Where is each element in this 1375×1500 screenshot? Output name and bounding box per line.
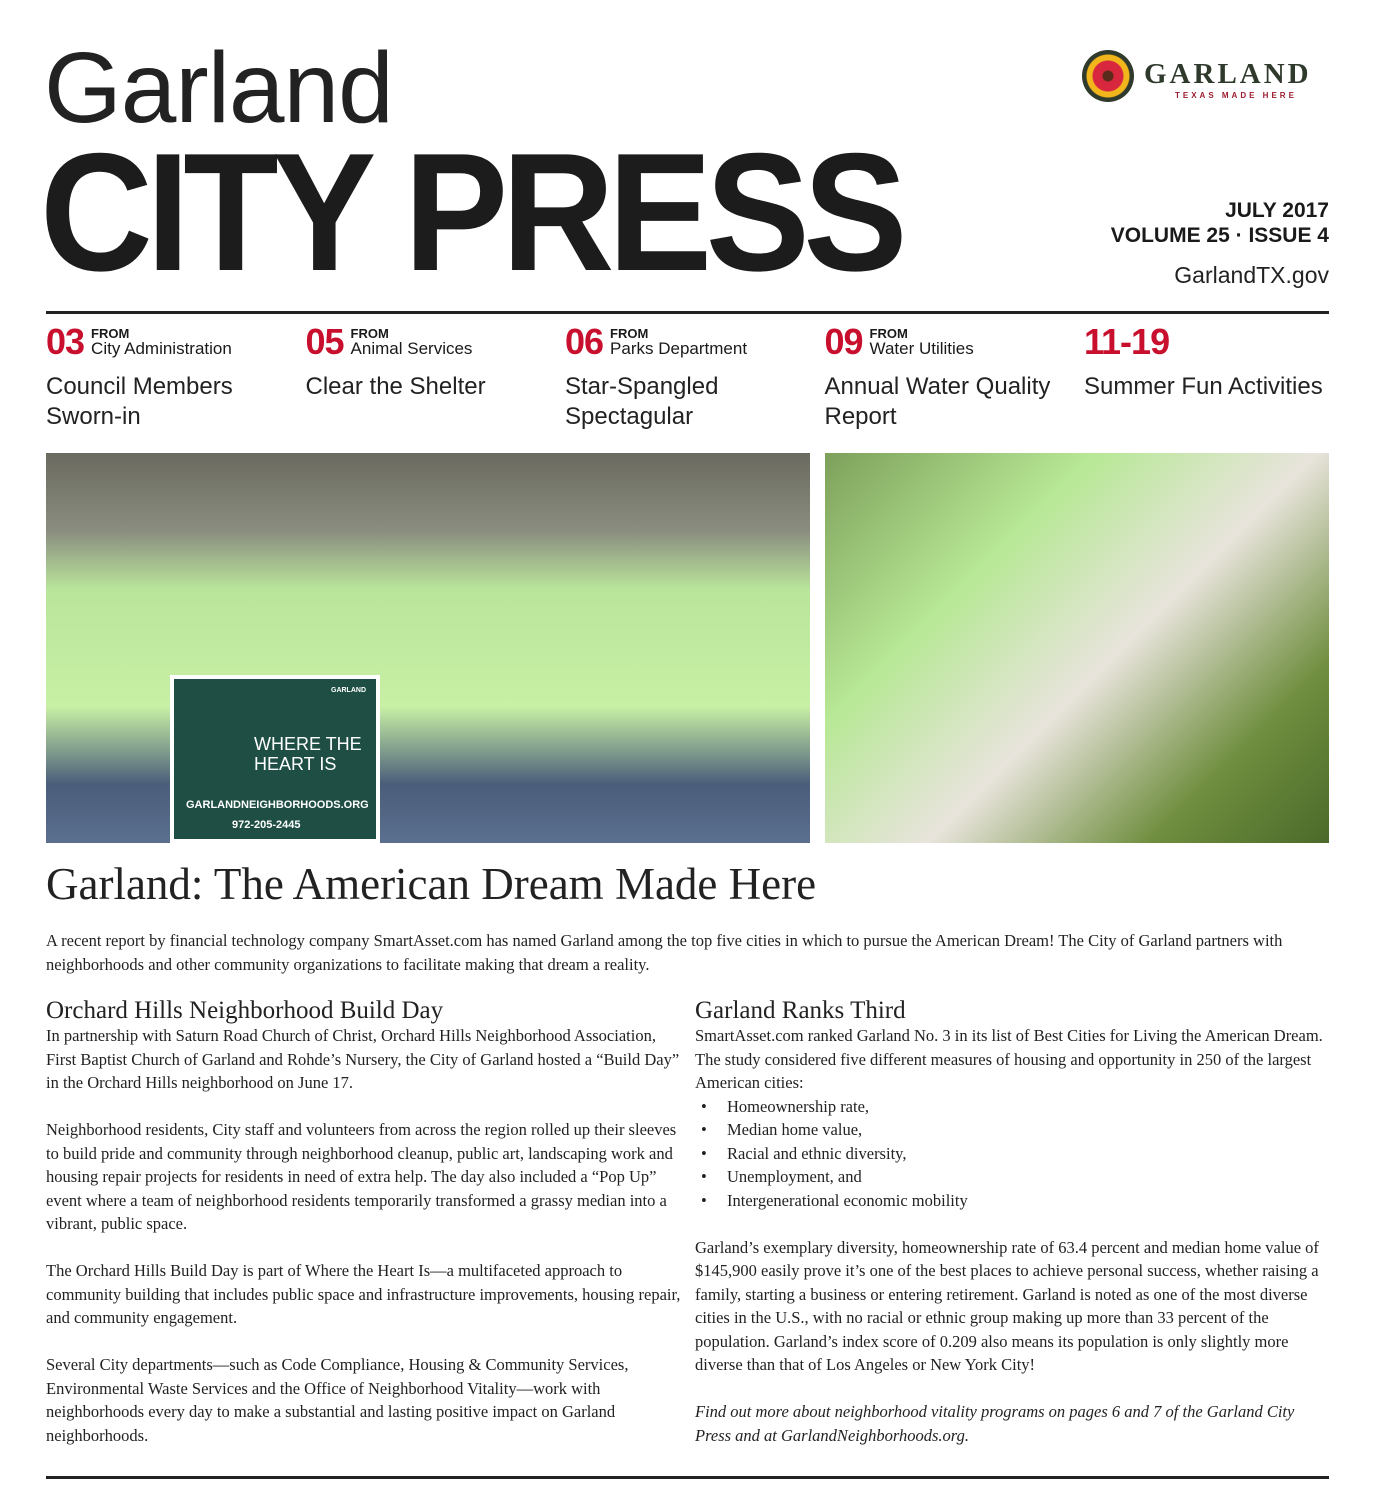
paragraph: In partnership with Saturn Road Church of Christ, Orchard Hills Neighborhood Association, First Baptist Church of Garland and Rohde’s Nursery, the City of Garland hosted a “Build Day” in the Orchard Hills neighborhood on June 17.: [46, 1026, 680, 1092]
page-number: 03: [46, 321, 85, 362]
website-link[interactable]: GarlandTX.gov: [1174, 262, 1329, 288]
paragraph: The Orchard Hills Build Day is part of Where the Heart Is—a multifaceted approach to community building that includes public space and infrastructure improvements, housing repair, and community engagement.: [46, 1261, 681, 1327]
masthead-title-main: CITY PRESS: [40, 118, 902, 306]
ranks-third-column: [695, 997, 1329, 1471]
closing-note: Find out more about neighborhood vitality programs on pages 6 and 7 of the Garland City Press and at GarlandNeighborhoods.org.: [695, 1402, 1295, 1445]
article-headline: Garland: The American Dream Made Here: [46, 859, 817, 909]
paragraph: Garland’s exemplary diversity, homeownership rate of 63.4 percent and median home value of $145,900 easily prove it’s one of the best places to achieve personal success, whether raising a family, starting a business or entering retirement. Garland is noted as one of the most diverse cities in the U.S., with no racial or ethnic group making up more than 33 percent of the population. Garland’s index score of 0.209 also means its population is only slightly more diverse than that of Los Angeles or New York City!: [695, 1237, 1319, 1374]
teaser-11-19[interactable]: [1084, 322, 1339, 402]
list-item: • Intergenerational economic mobility: [695, 1189, 1329, 1213]
page-number: 05: [305, 321, 344, 362]
logo-name: GARLAND: [1144, 58, 1312, 90]
paragraph: SmartAsset.com ranked Garland No. 3 in its list of Best Cities for Living the American Dream. The study considered five different measures of housing and opportunity in 250 of the largest American cities:: [695, 1026, 1323, 1092]
teaser-03[interactable]: [46, 322, 301, 432]
orchard-hills-column: [46, 997, 681, 1471]
teaser-05[interactable]: [306, 322, 561, 402]
teaser-06[interactable]: [565, 322, 820, 432]
teaser-title: Clear the Shelter: [305, 373, 486, 400]
paragraph: Several City departments—such as Code Compliance, Housing & Community Services, Environmental Waste Services and the Office of Neighborhood Vitality—work with neighborhoods every day to make a substantial and lasting positive impact on Garland neighborhoods.: [46, 1355, 629, 1445]
teaser-source: FROM Water Utilities: [869, 326, 974, 358]
issue-date: JULY 2017: [1225, 199, 1329, 222]
teaser-title: Annual Water Quality Report: [824, 373, 1051, 430]
teaser-source: FROM City Administration: [91, 326, 232, 358]
where-the-heart-is-sign: [170, 675, 380, 843]
paragraph: Neighborhood residents, City staff and volunteers from across the region rolled up their sleeves to build pride and community through neighborhood cleanup, public art, landscaping work and housing repair projects for residents in need of extra help. The day also included a “Pop Up” event where a team of neighborhood residents temporarily transformed a grassy median into a vibrant, public space.: [46, 1120, 677, 1233]
teaser-source: FROM Animal Services: [350, 326, 473, 358]
volunteers-photo: [46, 453, 810, 843]
column-heading: Orchard Hills Neighborhood Build Day: [46, 997, 444, 1024]
teaser-09[interactable]: [825, 322, 1080, 432]
logo-tagline: TEXAS MADE HERE: [1175, 91, 1297, 100]
measures-list: [695, 1095, 1329, 1213]
list-item: • Median home value,: [695, 1118, 1329, 1142]
sign-slogan: WHERE THE HEART IS: [254, 734, 362, 774]
list-item: • Homeownership rate,: [695, 1095, 1329, 1119]
column-heading: Garland Ranks Third: [695, 997, 906, 1024]
gardening-photo: [825, 453, 1329, 843]
issue-info: [1111, 198, 1329, 248]
list-item: • Unemployment, and: [695, 1165, 1329, 1189]
page-number: 06: [565, 321, 604, 362]
list-item: • Racial and ethnic diversity,: [695, 1142, 1329, 1166]
article-intro: A recent report by financial technology company SmartAsset.com has named Garland among the top five cities in which to pursue the American Dream! The City of Garland partners with neighborhoods and other community organizations to facilitate making that dream a reality.: [46, 931, 1283, 974]
teaser-title: Star-Spangled Spectagular: [565, 373, 719, 430]
issue-volume: VOLUME 25 · ISSUE 4: [1110, 224, 1329, 247]
sign-brand: GARLAND: [331, 687, 366, 694]
masthead-title-top: Garland: [44, 32, 393, 144]
sign-url: GARLANDNEIGHBORHOODS.ORG: [186, 799, 369, 811]
teaser-title: Summer Fun Activities: [1084, 373, 1323, 400]
garland-logo: [1082, 50, 1332, 102]
flower-icon: [1082, 50, 1134, 102]
divider: [46, 1476, 1329, 1479]
teaser-title: Council Members Sworn-in: [46, 373, 233, 430]
page-number: 11-19: [1084, 321, 1170, 362]
divider: [46, 311, 1329, 314]
teaser-source: FROM Parks Department: [610, 326, 748, 358]
page-number: 09: [824, 321, 863, 362]
sign-phone: 972-205-2445: [232, 819, 301, 831]
